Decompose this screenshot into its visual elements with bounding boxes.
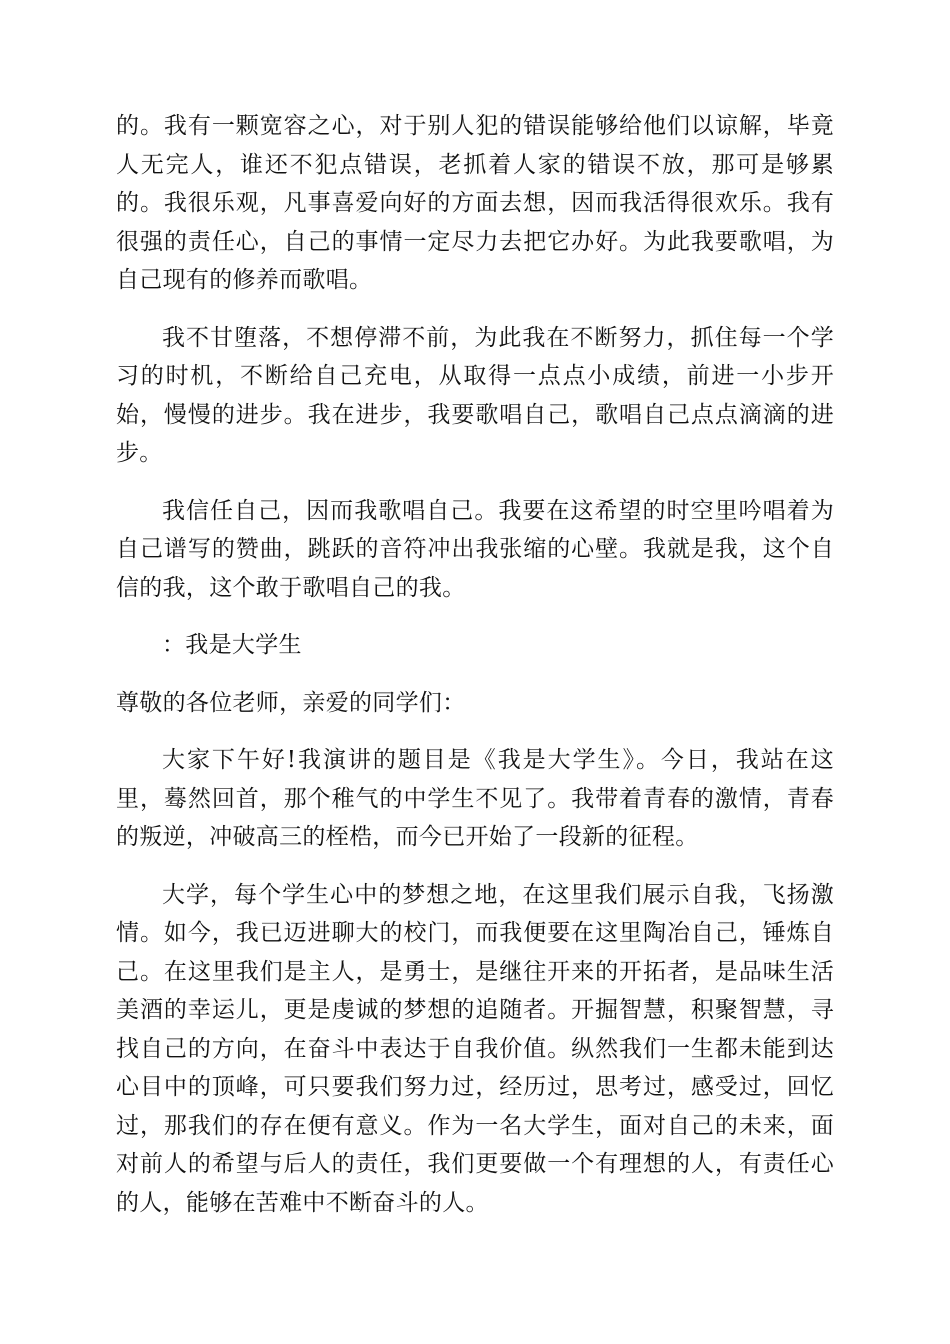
paragraph-continuation: 的。我有一颗宽容之心，对于别人犯的错误能够给他们以谅解，毕竟人无完人，谁还不犯点错误，老抓着人家的错误不放，那可是够累的。我很乐观，凡事喜爱向好的方面去想，因而我活得很欢乐。我有很强的责任心，自己的事情一定尽力去把它办好。为此我要歌唱，为自己现有的修养而歌唱。 bbox=[116, 113, 834, 293]
paragraph-self-trust: 我信任自己，因而我歌唱自己。我要在这希望的时空里吟唱着为自己谱写的赞曲，跳跃的音符冲出我张缩的心壁。我就是我，这个自信的我，这个敢于歌唱自己的我。 bbox=[116, 497, 834, 601]
paragraph-greeting: 大家下午好!我演讲的题目是《我是大学生》。今日，我站在这里，蓦然回首，那个稚气的中学生不见了。我带着青春的激情，青春的叛逆，冲破高三的桎梏，而今已开始了一段新的征程。 bbox=[116, 747, 834, 850]
document-page bbox=[116, 107, 834, 1241]
paragraph-university: 大学，每个学生心中的梦想之地，在这里我们展示自我，飞扬激情。如今，我已迈进聊大的校门，而我便要在这里陶冶自己，锤炼自己。在这里我们是主人，是勇士，是继往开来的开拓者，是品味生活美酒的幸运儿，更是虔诚的梦想的追随者。开掘智慧，积聚智慧，寻找自己的方向，在奋斗中表达于自我价值。纵然我们一生都未能到达心目中的顶峰，可只要我们努力过，经历过，思考过，感受过，回忆过，那我们的存在便有意义。作为一名大学生，面对自己的未来，面对前人的希望与后人的责任，我们更要做一个有理想的人，有责任心的人，能够在苦难中不断奋斗的人。 bbox=[116, 881, 834, 1216]
salutation: 尊敬的各位老师，亲爱的同学们： bbox=[116, 689, 466, 716]
paragraph-progress: 我不甘堕落，不想停滞不前，为此我在不断努力，抓住每一个学习的时机，不断给自己充电，从取得一点点小成绩，前进一小步开始，慢慢的进步。我在进步，我要歌唱自己，歌唱自己点点滴滴的进步。 bbox=[116, 324, 834, 466]
section-heading: ：我是大学生 bbox=[162, 632, 302, 658]
